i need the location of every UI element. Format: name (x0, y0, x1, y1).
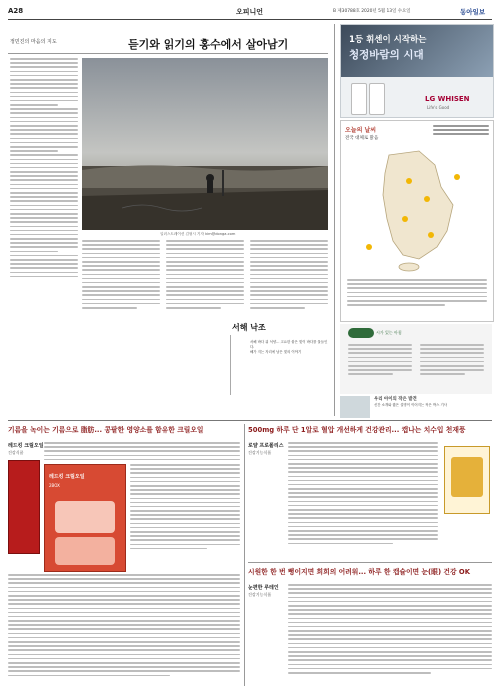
column-illustration (82, 58, 328, 230)
column-text-col-3 (166, 240, 244, 311)
ad-krill-headline: 기름을 녹이는 기름으로 脂肪... 콩팥한 영양소를 함유한 크릴오일 (8, 426, 204, 434)
ad-propolis-sub: 건강기능식품 (248, 450, 272, 455)
poem-footer-2: 해가 지는 자리에 남은 빛의 이야기 (250, 350, 302, 354)
sun-icon (366, 244, 372, 250)
book-cover-image (340, 396, 370, 418)
ad-krill-sub: 건강식품 (8, 450, 24, 455)
weather-map (349, 147, 485, 275)
column-title: 듣기와 읽기의 홍수에서 살아남기 (128, 38, 289, 51)
brand-sub: Life's Good (427, 105, 450, 110)
masthead-rule (8, 19, 492, 20)
weather-legend (433, 125, 489, 138)
column-kicker: 정민진의 마음의 지도 (10, 39, 57, 45)
poem-footer: 서해 바다 위 석양... 고요한 붉은 빛이 바다를 물들인다. (250, 340, 328, 349)
issue-date: B 제30788호 2020년 5월 13일 수요일 (333, 9, 411, 14)
poem-divider (230, 335, 231, 395)
ad-krill-text-top (44, 442, 240, 463)
ad-subline: 청정바람의 시대 (349, 49, 424, 61)
ad-lutein-sub: 건강기능식품 (248, 592, 272, 597)
weather-subtitle: 전국 대체로 맑음 (345, 136, 379, 141)
column-divider (334, 24, 335, 416)
poem-header: 시가 있는 아침 (376, 330, 402, 335)
weather-title: 오늘의 날씨 (345, 127, 377, 134)
ad-krill-text-bottom (8, 574, 240, 679)
air-conditioner-image (369, 83, 385, 115)
weather-box (340, 120, 494, 322)
column-text-col-2 (82, 240, 160, 311)
sun-icon (402, 216, 408, 222)
krill-box-count: 2BOX (49, 483, 60, 488)
propolis-box-image (444, 446, 490, 514)
ad-propolis-headline: 500mg 하루 단 1알로 혈압 개선하게 건강관리... 캡나는 치수입 천재풍 (248, 426, 466, 434)
sun-icon (428, 232, 434, 238)
newspaper-logo: 동아일보 (460, 8, 486, 16)
ad-lutein-product: 눈편한 루테인 (248, 585, 279, 591)
column-text-col-4 (250, 240, 328, 311)
ad-krill-product: 레드킹 크릴오일 (8, 443, 44, 449)
ad-lutein-text (288, 584, 492, 676)
poem-box (340, 324, 492, 394)
poem-text (348, 344, 412, 378)
side-box-text: 신간 소개와 짧은 설명이 이어지는 작은 박스 기사 (374, 403, 448, 407)
side-box (340, 396, 492, 418)
ad-lg-whisen[interactable] (340, 24, 494, 118)
masthead (8, 7, 492, 19)
ad-propolis-product: 로얄 프로폴리스 (248, 443, 284, 449)
side-box-header: 우리 아이의 작은 발견 (374, 397, 417, 402)
column-text-col-1 (10, 58, 78, 280)
ads-divider (8, 420, 492, 421)
ads-vertical-divider (244, 424, 245, 686)
ad-krill-oil[interactable] (8, 424, 240, 686)
krill-bottle-image (8, 460, 40, 554)
ad-propolis-text (288, 442, 438, 547)
ad-krill-text-right (130, 464, 240, 552)
krill-box-image (44, 464, 126, 572)
air-conditioner-image (351, 83, 367, 115)
poem-badge (348, 328, 374, 338)
weather-text (347, 279, 487, 308)
sun-icon (454, 174, 460, 180)
ad-headline: 1등 휘센이 시작하는 (349, 35, 427, 45)
page-number: A28 (8, 7, 24, 15)
photo-caption: 일러스트레이션 김형시 기자 kim@donga.com (160, 232, 236, 236)
right-ads-divider (248, 562, 492, 563)
sun-icon (406, 178, 412, 184)
poem-text-2 (420, 344, 484, 378)
poem-title: 서해 낙조 (232, 323, 266, 332)
brand-logo: LG WHISEN (425, 95, 470, 103)
section-label: 오피니언 (236, 8, 264, 16)
sun-icon (424, 196, 430, 202)
column-title-rule (8, 53, 328, 54)
krill-box-label: 레드킹 크릴오일 (49, 474, 85, 480)
ad-lutein-headline: 시원한 한 번 뻥이지면 희희의 어려워... 하루 한 캡슐이면 눈(眼) 건강 OK (248, 568, 470, 576)
ad-propolis[interactable] (248, 424, 492, 560)
ad-lutein[interactable] (248, 566, 492, 686)
